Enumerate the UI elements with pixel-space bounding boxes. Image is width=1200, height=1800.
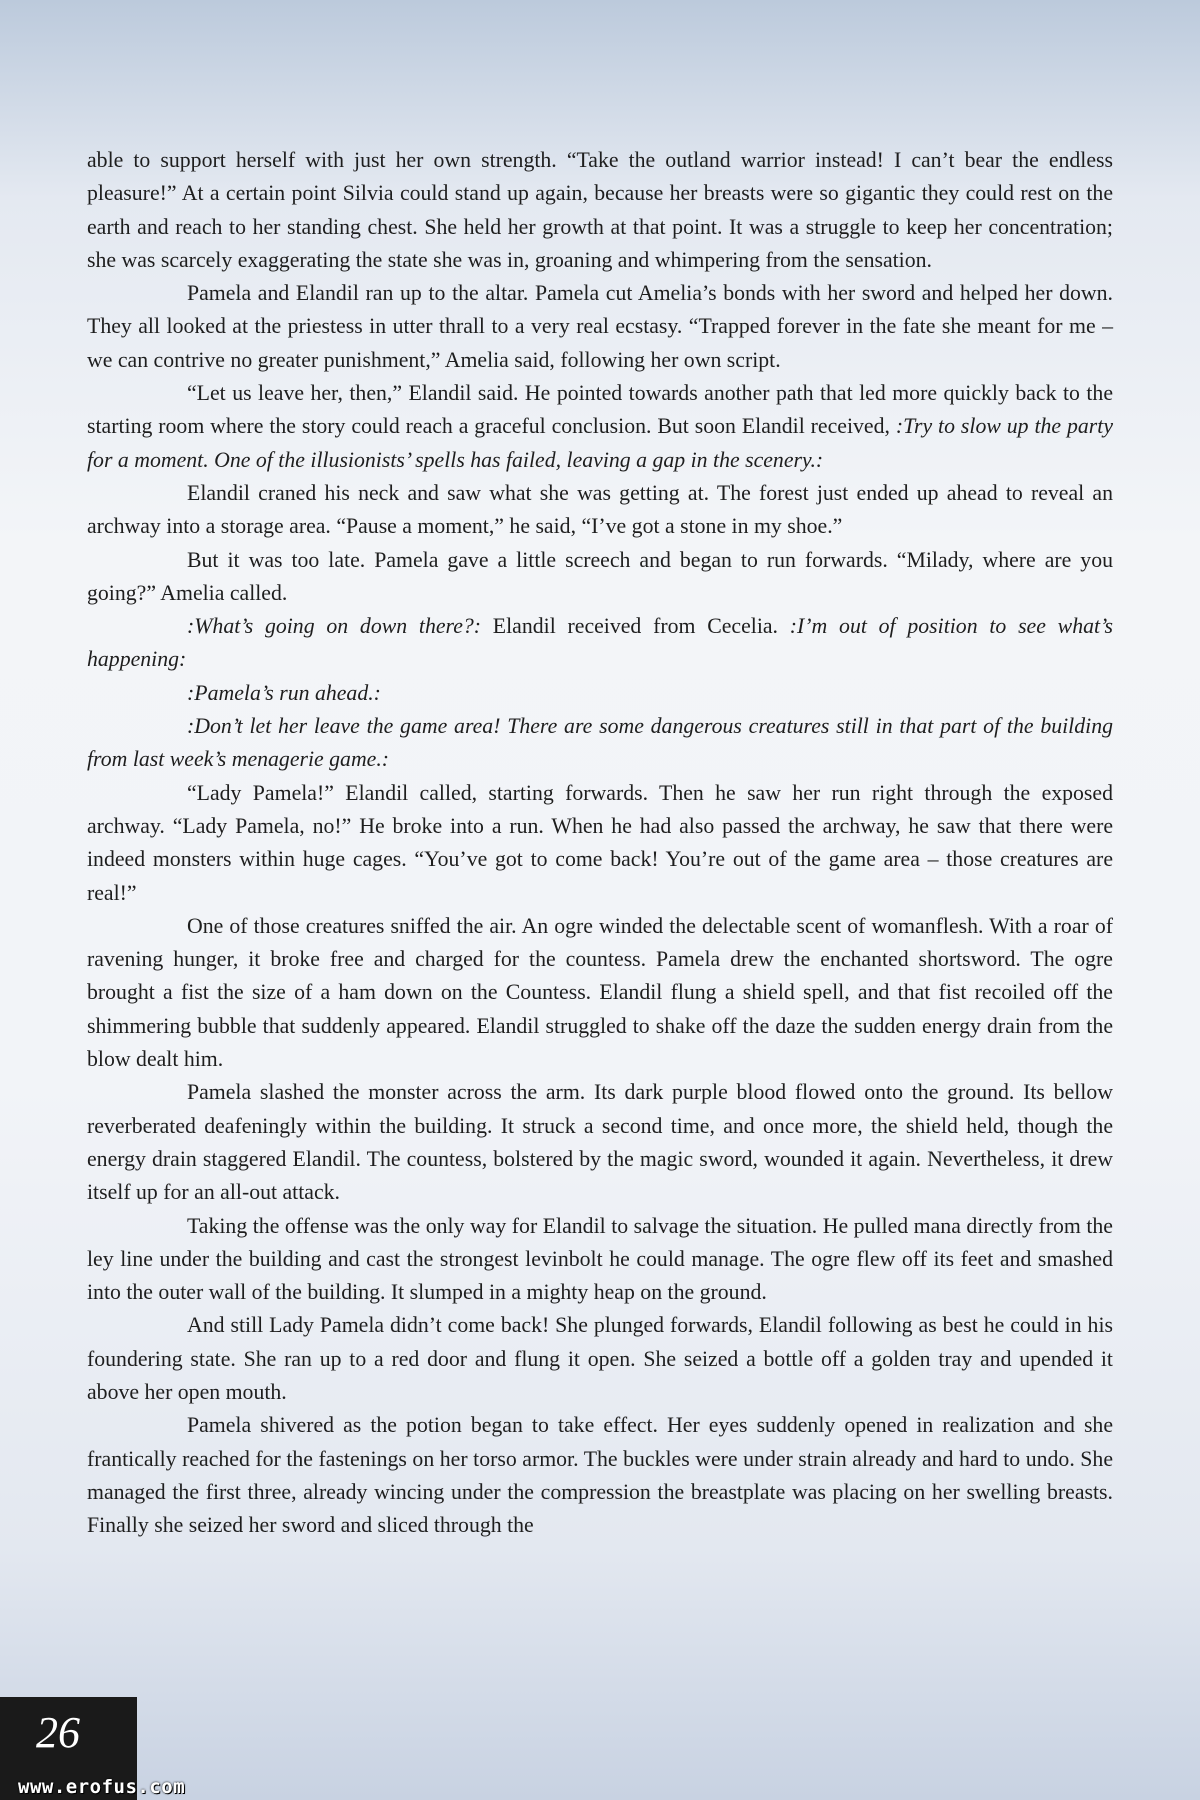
- paragraph: [87, 277, 1113, 377]
- italic-text-run: :I’m out of position to see what’s happening:: [87, 614, 1113, 672]
- text-run: “Lady Pamela!” Elandil called, starting forwards. Then he saw her run right through the exposed archway. “Lady Pamela, no!” He broke into a run. When he had also passed the archway, he saw that there were indeed monsters within huge cages. “You’ve got to come back! You’re out of the game area – those creatures are real!”: [87, 780, 1113, 905]
- text-run: Taking the offense was the only way for Elandil to salvage the situation. He pulled mana directly from the ley line under the building and cast the strongest levinbolt he could manage. The ogre flew off its feet and smashed into the outer wall of the building. It slumped in a mighty heap on the ground.: [87, 1213, 1113, 1305]
- text-run: But it was too late. Pamela gave a little screech and began to run forwards. “Milady, where are you going?” Amelia called.: [87, 547, 1113, 605]
- text-run: Elandil craned his neck and saw what she was getting at. The forest just ended up ahead to reveal an archway into a storage area. “Pause a moment,” he said, “I’ve got a stone in my shoe.”: [87, 480, 1113, 539]
- italic-text-run: :Try to slow up the party for a moment. One of the illusionists’ spells has failed, leaving a gap in the scenery.:: [87, 414, 1113, 472]
- body-text: [87, 144, 1113, 1542]
- paragraph: [87, 910, 1113, 1076]
- italic-text-run: :Don’t let her leave the game area! There are some dangerous creatures still in that part of the building from last week’s menagerie game.:: [87, 714, 1113, 772]
- paragraph: [87, 777, 1113, 910]
- page-number: 26: [36, 1708, 80, 1757]
- watermark: www.erofus.com: [18, 1776, 186, 1798]
- paragraph: [87, 144, 1113, 277]
- text-run: Pamela slashed the monster across the arm. Its dark purple blood flowed onto the ground. Its bellow reverberated deafeningly within the building. It struck a second time, and once more, the shield held, though the energy drain staggered Elandil. The countess, bolstered by the magic sword, wounded it again. Nevertheless, it drew itself up for an all-out attack.: [87, 1080, 1113, 1205]
- paragraph: [87, 677, 1113, 710]
- text-run: And still Lady Pamela didn’t come back! She plunged forwards, Elandil following as best he could in his foundering state. She ran up to a red door and flung it open. She seized a bottle off a golden tray and upended it above her open mouth.: [87, 1313, 1113, 1404]
- text-run: Pamela shivered as the potion began to take effect. Her eyes suddenly opened in realization and she frantically reached for the fastenings on her torso armor. The buckles were under strain already and hard to undo. She managed the first three, already wincing under the compression the breastplate was placing on her swelling breasts. Finally she seized her sword and sliced through the: [87, 1413, 1113, 1538]
- paragraph: [87, 610, 1113, 677]
- paragraph: [87, 1409, 1113, 1542]
- italic-text-run: :Pamela’s run ahead.:: [187, 680, 381, 705]
- paragraph: [87, 544, 1113, 611]
- paragraph: [87, 1210, 1113, 1310]
- text-run: Pamela and Elandil ran up to the altar. Pamela cut Amelia’s bonds with her sword and helped her down. They all looked at the priestess in utter thrall to a very real ecstasy. “Trapped forever in the fate she meant for me – we can contrive no greater punishment,” Amelia said, following her own script.: [87, 281, 1113, 372]
- text-run: Elandil received from Cecelia.: [481, 614, 790, 639]
- paragraph: [87, 710, 1113, 777]
- paragraph: [87, 1076, 1113, 1209]
- paragraph: [87, 377, 1113, 477]
- paragraph: [87, 1309, 1113, 1409]
- text-run: able to support herself with just her own strength. “Take the outland warrior instead! I can’t bear the endless pleasure!” At a certain point Silvia could stand up again, because her breasts were so gigantic they could rest on the earth and reach to her standing chest. She held her growth at that point. It was a struggle to keep her concentration; she was scarcely exaggerating the state she was in, groaning and whimpering from the sensation.: [87, 148, 1113, 272]
- italic-text-run: :What’s going on down there?:: [187, 614, 482, 639]
- text-run: “Let us leave her, then,” Elandil said. He pointed towards another path that led more quickly back to the starting room where the story could reach a graceful conclusion. But soon Elandil received,: [87, 381, 1113, 439]
- text-run: One of those creatures sniffed the air. An ogre winded the delectable scent of womanflesh. With a roar of ravening hunger, it broke free and charged for the countess. Pamela drew the enchanted shortsword. The ogre brought a fist the size of a ham down on the Countess. Elandil flung a shield spell, and that fist recoiled off the shimmering bubble that suddenly appeared. Elandil struggled to shake off the daze the sudden energy drain from the blow dealt him.: [87, 913, 1113, 1072]
- paragraph: [87, 477, 1113, 544]
